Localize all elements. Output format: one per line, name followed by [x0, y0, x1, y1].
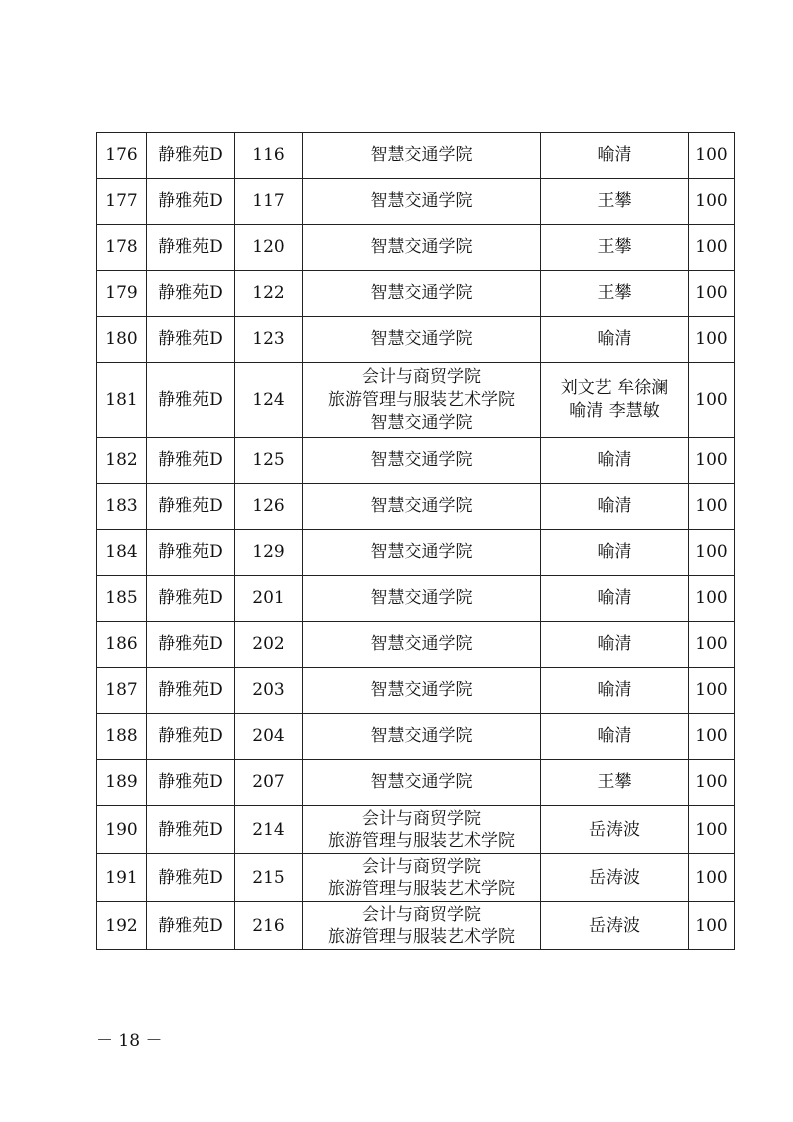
teacher-cell	[541, 806, 689, 854]
room-number-cell: 116	[235, 133, 303, 179]
college-cell	[303, 225, 541, 271]
college-line: 会计与商贸学院	[362, 808, 481, 829]
building-cell: 静雅苑D	[147, 271, 235, 317]
score-cell: 100	[689, 576, 735, 622]
college-line: 智慧交通学院	[370, 542, 473, 562]
dormitory-score-table	[96, 132, 735, 950]
college-line: 会计与商贸学院	[362, 904, 481, 925]
table-row	[97, 714, 735, 760]
page-number: － 18 －	[96, 1031, 163, 1051]
teacher-line: 王攀	[597, 191, 632, 211]
teacher-line: 喻清	[597, 542, 632, 562]
college-cell	[303, 530, 541, 576]
score-cell: 100	[689, 179, 735, 225]
teacher-line: 刘文艺 牟徐澜	[560, 378, 669, 398]
building-cell: 静雅苑D	[147, 438, 235, 484]
score-cell: 100	[689, 484, 735, 530]
college-cell	[303, 806, 541, 854]
building-cell: 静雅苑D	[147, 760, 235, 806]
teacher-line: 喻清	[597, 634, 632, 654]
teacher-cell	[541, 668, 689, 714]
teacher-cell	[541, 622, 689, 668]
room-number-cell: 214	[235, 806, 303, 854]
row-number-cell: 185	[97, 576, 147, 622]
teacher-line: 喻清	[597, 496, 632, 516]
score-cell: 100	[689, 363, 735, 438]
teacher-line: 喻清	[597, 329, 632, 349]
table-body	[97, 133, 735, 950]
row-number-cell: 187	[97, 668, 147, 714]
building-cell: 静雅苑D	[147, 530, 235, 576]
teacher-cell	[541, 484, 689, 530]
table-row	[97, 133, 735, 179]
teacher-line: 岳涛波	[589, 915, 640, 936]
table-row	[97, 854, 735, 902]
table-row	[97, 438, 735, 484]
room-number-cell: 125	[235, 438, 303, 484]
row-number-cell: 180	[97, 317, 147, 363]
table-row	[97, 576, 735, 622]
room-number-cell: 204	[235, 714, 303, 760]
teacher-line: 王攀	[597, 772, 632, 792]
college-line: 智慧交通学院	[370, 680, 473, 700]
college-cell	[303, 760, 541, 806]
teacher-line: 喻清	[597, 145, 632, 165]
row-number-cell: 188	[97, 714, 147, 760]
score-cell: 100	[689, 133, 735, 179]
college-line: 智慧交通学院	[370, 237, 473, 257]
row-number-cell: 189	[97, 760, 147, 806]
table-row	[97, 484, 735, 530]
college-line: 智慧交通学院	[370, 588, 473, 608]
teacher-cell	[541, 363, 689, 438]
college-cell	[303, 363, 541, 438]
college-line: 旅游管理与服装艺术学院	[328, 878, 515, 899]
building-cell: 静雅苑D	[147, 714, 235, 760]
score-cell: 100	[689, 806, 735, 854]
college-line: 智慧交通学院	[370, 772, 473, 792]
teacher-cell	[541, 271, 689, 317]
row-number-cell: 181	[97, 363, 147, 438]
building-cell: 静雅苑D	[147, 179, 235, 225]
college-cell	[303, 271, 541, 317]
teacher-cell	[541, 714, 689, 760]
college-cell	[303, 622, 541, 668]
teacher-cell	[541, 530, 689, 576]
college-line: 智慧交通学院	[370, 283, 473, 303]
college-line: 会计与商贸学院	[362, 856, 481, 877]
row-number-cell: 179	[97, 271, 147, 317]
table-row	[97, 530, 735, 576]
table-row	[97, 622, 735, 668]
score-cell: 100	[689, 714, 735, 760]
teacher-cell	[541, 179, 689, 225]
score-cell: 100	[689, 622, 735, 668]
room-number-cell: 124	[235, 363, 303, 438]
college-line: 旅游管理与服装艺术学院	[328, 389, 515, 410]
table-row	[97, 179, 735, 225]
teacher-cell	[541, 133, 689, 179]
college-line: 智慧交通学院	[370, 634, 473, 654]
teacher-cell	[541, 225, 689, 271]
score-cell: 100	[689, 902, 735, 950]
college-cell	[303, 902, 541, 950]
row-number-cell: 182	[97, 438, 147, 484]
table-row	[97, 902, 735, 950]
teacher-cell	[541, 854, 689, 902]
row-number-cell: 183	[97, 484, 147, 530]
table-row	[97, 225, 735, 271]
college-cell	[303, 714, 541, 760]
room-number-cell: 122	[235, 271, 303, 317]
college-line: 旅游管理与服装艺术学院	[328, 926, 515, 947]
teacher-line: 喻清 李慧敏	[569, 401, 660, 421]
room-number-cell: 129	[235, 530, 303, 576]
building-cell: 静雅苑D	[147, 902, 235, 950]
score-cell: 100	[689, 271, 735, 317]
score-cell: 100	[689, 760, 735, 806]
college-cell	[303, 668, 541, 714]
college-cell	[303, 576, 541, 622]
score-cell: 100	[689, 668, 735, 714]
teacher-line: 喻清	[597, 588, 632, 608]
college-line: 智慧交通学院	[370, 450, 473, 470]
score-cell: 100	[689, 438, 735, 484]
college-line: 智慧交通学院	[370, 726, 473, 746]
room-number-cell: 117	[235, 179, 303, 225]
table-row	[97, 760, 735, 806]
score-cell: 100	[689, 530, 735, 576]
score-cell: 100	[689, 854, 735, 902]
building-cell: 静雅苑D	[147, 806, 235, 854]
building-cell: 静雅苑D	[147, 576, 235, 622]
room-number-cell: 203	[235, 668, 303, 714]
college-cell	[303, 133, 541, 179]
college-cell	[303, 854, 541, 902]
building-cell: 静雅苑D	[147, 484, 235, 530]
room-number-cell: 216	[235, 902, 303, 950]
teacher-cell	[541, 760, 689, 806]
teacher-cell	[541, 317, 689, 363]
college-line: 会计与商贸学院	[362, 366, 481, 387]
table-row	[97, 317, 735, 363]
row-number-cell: 191	[97, 854, 147, 902]
teacher-cell	[541, 438, 689, 484]
teacher-cell	[541, 902, 689, 950]
room-number-cell: 202	[235, 622, 303, 668]
college-cell	[303, 179, 541, 225]
table-row	[97, 806, 735, 854]
building-cell: 静雅苑D	[147, 133, 235, 179]
room-number-cell: 123	[235, 317, 303, 363]
table-row	[97, 363, 735, 438]
college-line: 智慧交通学院	[370, 191, 473, 211]
row-number-cell: 176	[97, 133, 147, 179]
building-cell: 静雅苑D	[147, 854, 235, 902]
score-cell: 100	[689, 225, 735, 271]
college-line: 智慧交通学院	[370, 329, 473, 349]
row-number-cell: 190	[97, 806, 147, 854]
building-cell: 静雅苑D	[147, 225, 235, 271]
room-number-cell: 215	[235, 854, 303, 902]
building-cell: 静雅苑D	[147, 363, 235, 438]
college-line: 智慧交通学院	[370, 145, 473, 165]
row-number-cell: 186	[97, 622, 147, 668]
table-row	[97, 668, 735, 714]
row-number-cell: 178	[97, 225, 147, 271]
college-line: 旅游管理与服装艺术学院	[328, 830, 515, 851]
teacher-line: 岳涛波	[589, 819, 640, 840]
score-cell: 100	[689, 317, 735, 363]
college-line: 智慧交通学院	[370, 496, 473, 516]
room-number-cell: 201	[235, 576, 303, 622]
building-cell: 静雅苑D	[147, 622, 235, 668]
teacher-cell	[541, 576, 689, 622]
teacher-line: 喻清	[597, 726, 632, 746]
teacher-line: 王攀	[597, 283, 632, 303]
building-cell: 静雅苑D	[147, 317, 235, 363]
room-number-cell: 120	[235, 225, 303, 271]
teacher-line: 喻清	[597, 680, 632, 700]
teacher-line: 喻清	[597, 450, 632, 470]
building-cell: 静雅苑D	[147, 668, 235, 714]
college-cell	[303, 438, 541, 484]
row-number-cell: 177	[97, 179, 147, 225]
row-number-cell: 192	[97, 902, 147, 950]
room-number-cell: 207	[235, 760, 303, 806]
college-line: 智慧交通学院	[370, 412, 473, 433]
teacher-line: 王攀	[597, 237, 632, 257]
college-cell	[303, 484, 541, 530]
teacher-line: 岳涛波	[589, 867, 640, 888]
row-number-cell: 184	[97, 530, 147, 576]
room-number-cell: 126	[235, 484, 303, 530]
table-row	[97, 271, 735, 317]
college-cell	[303, 317, 541, 363]
